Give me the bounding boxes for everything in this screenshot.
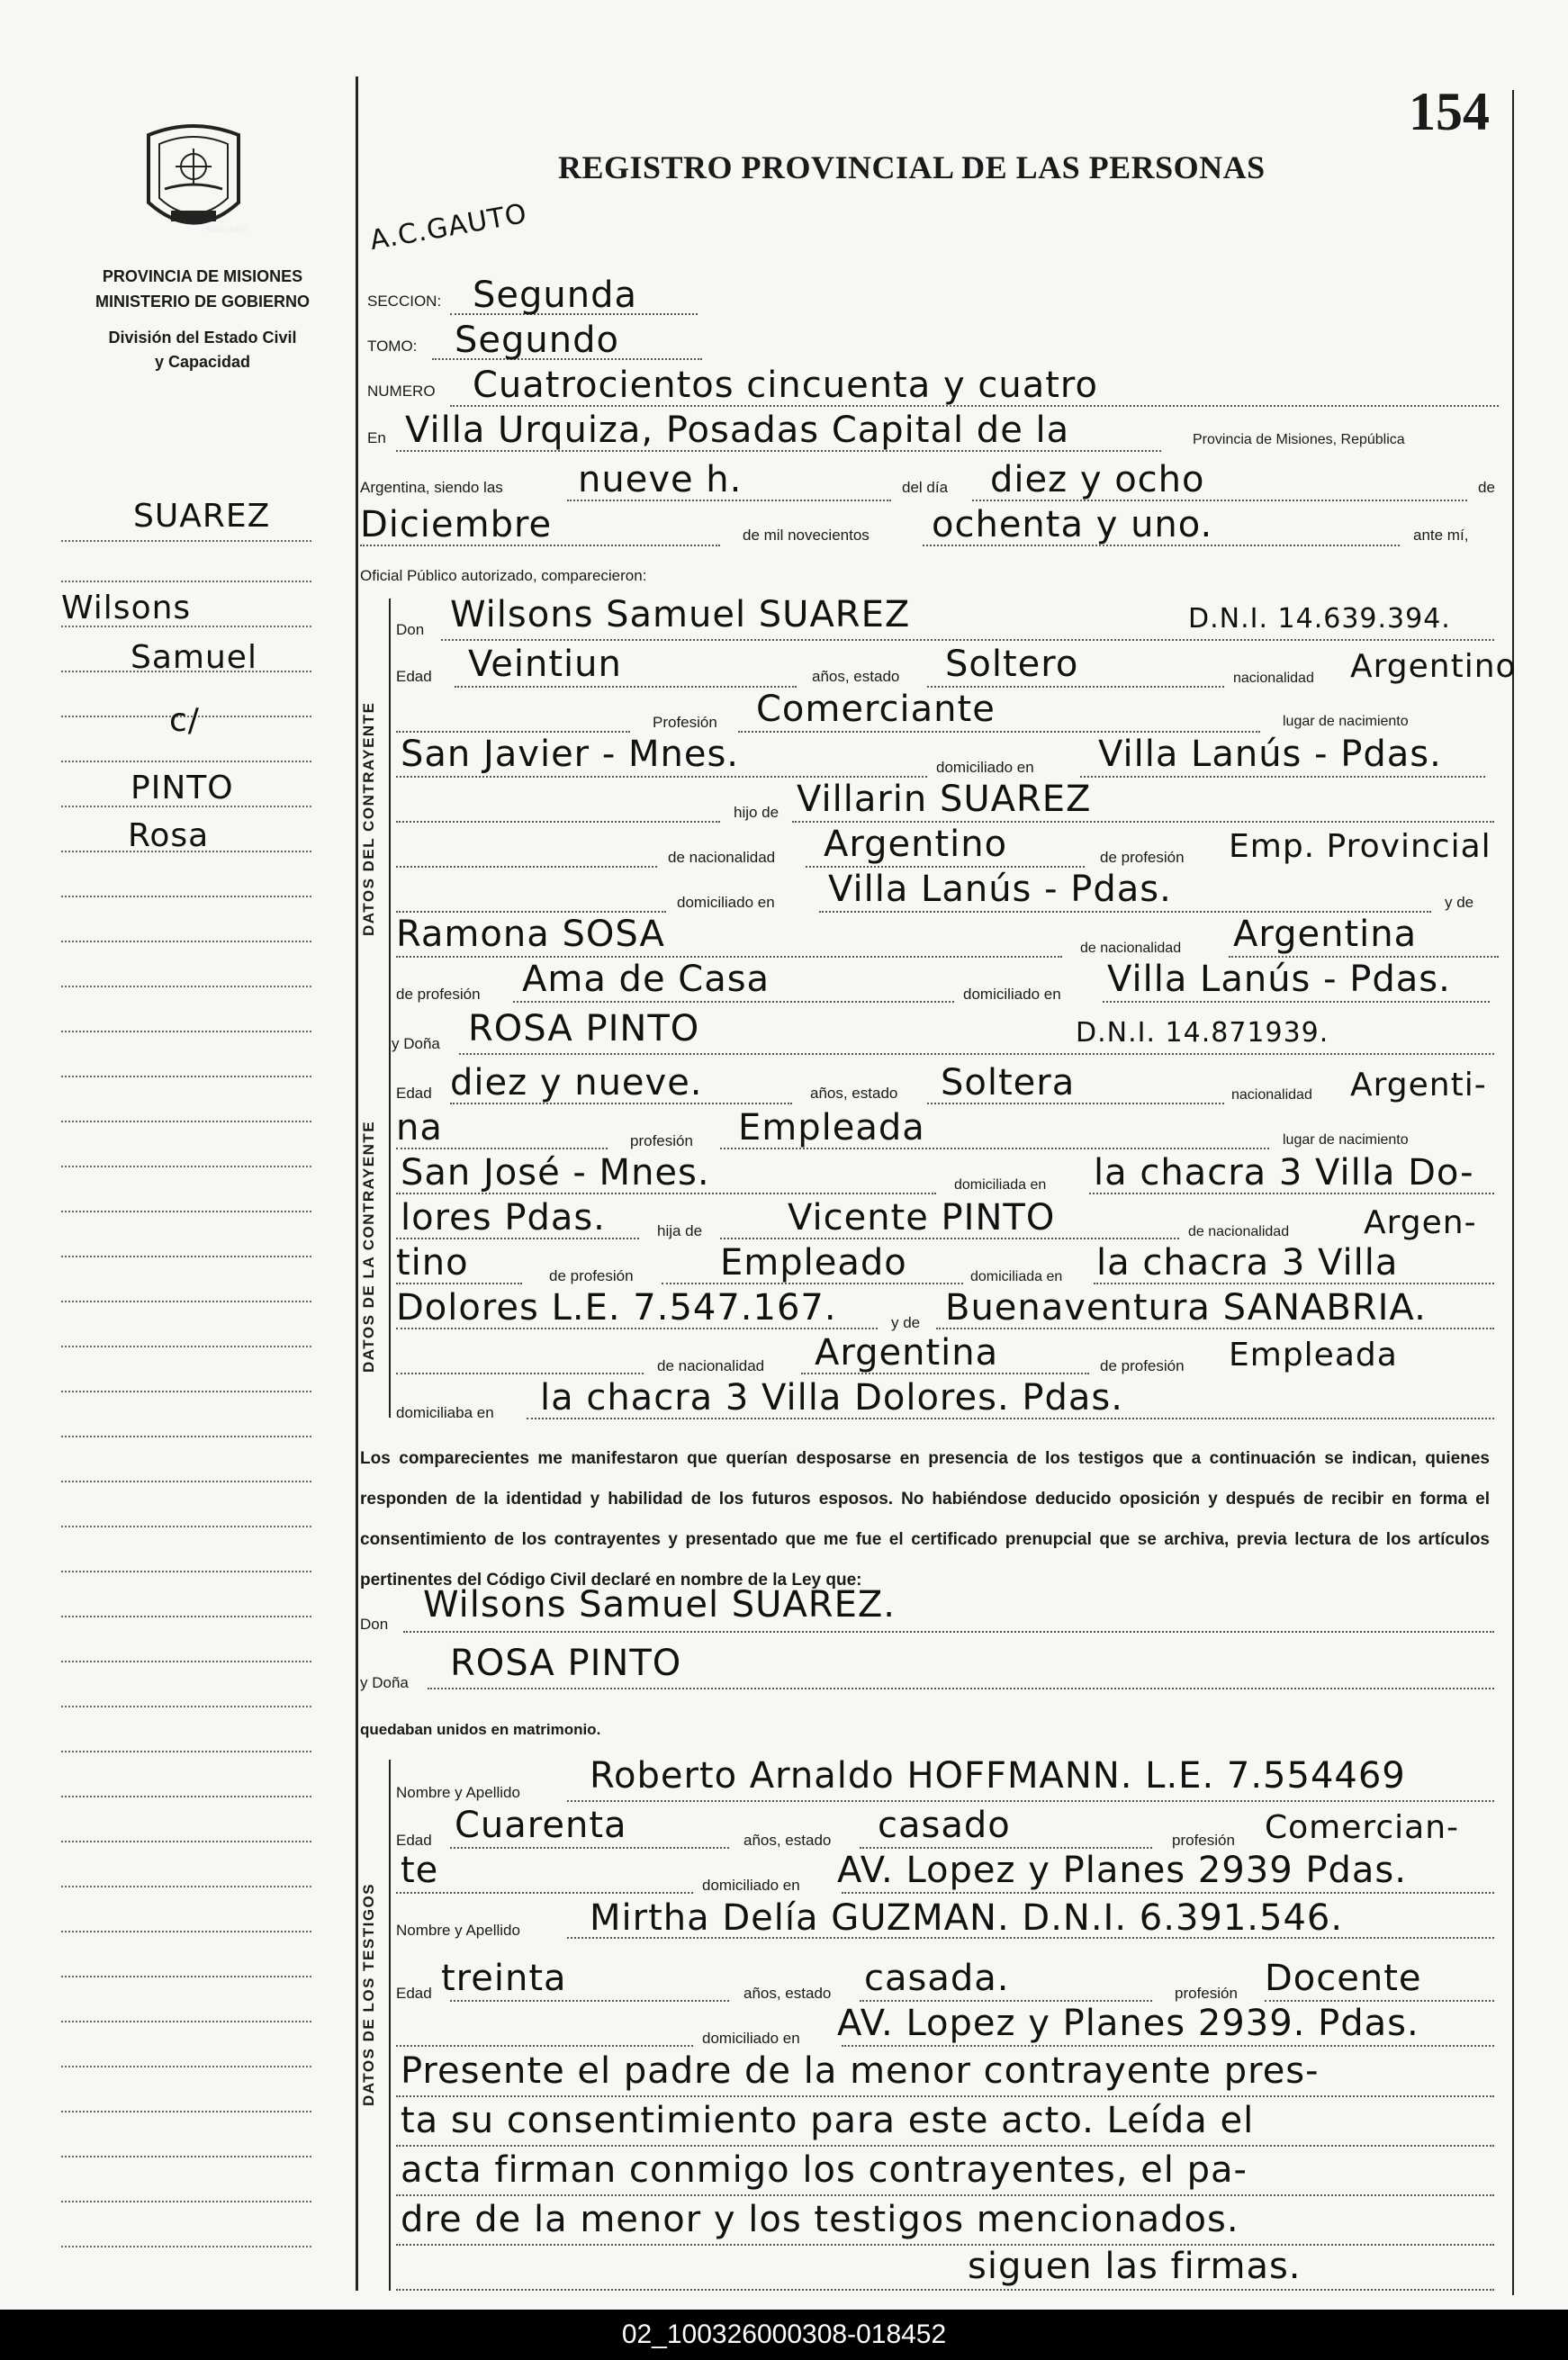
parties-border-line <box>389 599 391 1418</box>
groom-padre-domicilio: Villa Lanús - Pdas. <box>828 869 1172 910</box>
bride-madre-nacionalidad: Argentina <box>815 1332 999 1374</box>
witness2-profesion-label: profesión <box>1175 1985 1238 2002</box>
witness2-estado: casada. <box>864 1958 1010 1999</box>
groom-nacionalidad-label: nacionalidad <box>1233 671 1314 686</box>
witness2-name: Mirtha Delía GUZMAN. D.N.I. 6.391.546. <box>590 1897 1344 1939</box>
y-de-label-2: y de <box>891 1314 921 1331</box>
right-border-line <box>1512 90 1514 2295</box>
groom-dni: D.N.I. 14.639.394. <box>1188 603 1451 635</box>
en-label: En <box>367 429 386 446</box>
division-line-1: División del Estado Civil <box>108 329 297 347</box>
mes-value: Diciembre <box>360 504 553 545</box>
groom-name: Wilsons Samuel SUAREZ <box>450 594 911 635</box>
main-border-line <box>356 77 358 2291</box>
image-id-bar: 02_100326000308-018452 <box>0 2310 1568 2360</box>
ante-mi-label: ante mí, <box>1413 527 1469 544</box>
groom-madre-profesion: Ama de Casa <box>522 959 770 1000</box>
bride-madre-dom-label: domiciliaba en <box>396 1404 494 1421</box>
annotation: A.C.GAUTO <box>367 197 530 257</box>
seccion-label: SECCION: <box>367 293 442 310</box>
margin-surname-2: PINTO <box>131 770 234 806</box>
witness1-name: Roberto Arnaldo HOFFMANN. L.E. 7.554469 <box>590 1755 1406 1797</box>
groom-padre-dom-label: domiciliado en <box>677 894 775 911</box>
margin-name-1: Wilsons <box>61 590 192 626</box>
witness1-profesion-label: profesión <box>1172 1832 1235 1849</box>
groom-madre-domicilio: Villa Lanús - Pdas. <box>1107 959 1451 1000</box>
witness1-edad: Cuarenta <box>455 1805 627 1846</box>
bride-domicilio-2: lores Pdas. <box>401 1197 606 1239</box>
bride-name: ROSA PINTO <box>468 1008 700 1049</box>
bride-nacionalidad-label: nacionalidad <box>1231 1087 1312 1103</box>
note-line-4: dre de la menor y los testigos mencionados. <box>401 2199 1239 2240</box>
groom-edad: Veintiun <box>468 644 622 685</box>
de-mil-label: de mil novecientos <box>743 527 870 544</box>
witness1-edad-label: Edad <box>396 1832 432 1849</box>
groom-padre-nac-label: de nacionalidad <box>668 849 776 866</box>
bride-nacimiento: San José - Mnes. <box>401 1152 710 1194</box>
groom-padre: Villarin SUAREZ <box>797 779 1092 820</box>
seal-label: MISIONES <box>207 225 248 234</box>
bride-profesion-label: profesión <box>630 1132 693 1149</box>
witness2-edad: treinta <box>441 1958 567 1999</box>
groom-madre-prof-label: de profesión <box>396 986 481 1003</box>
witness1-estado: casado <box>878 1805 1011 1846</box>
province-name: PROVINCIA DE MISIONES <box>102 267 303 285</box>
decl-don-label: Don <box>360 1616 389 1633</box>
witness2-estado-label: años, estado <box>743 1985 832 2002</box>
provincia-label: Provincia de Misiones, República <box>1193 432 1405 447</box>
groom-edad-label: Edad <box>396 668 432 685</box>
groom-domiciliado-label: domiciliado en <box>936 759 1034 776</box>
don-label: Don <box>396 621 425 638</box>
groom-nacimiento: San Javier - Mnes. <box>401 734 740 775</box>
groom-madre-nac-label: de nacionalidad <box>1080 941 1182 956</box>
bride-padre-domicilio-1: la chacra 3 Villa <box>1096 1242 1399 1284</box>
witness1-profesion-2: te <box>401 1850 439 1891</box>
margin-name-3: Rosa <box>128 817 210 854</box>
groom-madre-dom-label: domiciliado en <box>963 986 1061 1003</box>
margin-surname-1: SUAREZ <box>133 498 271 535</box>
witness2-edad-label: Edad <box>396 1985 432 2002</box>
note-line-2: ta su consentimiento para este acto. Leída el <box>401 2100 1255 2141</box>
de-label: de <box>1478 479 1495 496</box>
groom-padre-nacionalidad: Argentino <box>824 824 1008 865</box>
witness2-name-label: Nombre y Apellido <box>396 1922 520 1939</box>
bride-padre: Vicente PINTO <box>788 1197 1056 1239</box>
groom-padre-profesion: Emp. Provincial <box>1229 828 1491 865</box>
groom-madre-nacionalidad: Argentina <box>1233 914 1418 955</box>
bride-padre-domicilio-2: Dolores L.E. 7.547.167. <box>396 1287 837 1329</box>
groom-estado-label: años, estado <box>812 668 900 685</box>
y-de-label: y de <box>1445 894 1474 911</box>
bride-madre-profesion: Empleada <box>1229 1337 1398 1374</box>
bride-padre-prof-label: de profesión <box>549 1267 634 1284</box>
ministry-name: MINISTERIO DE GOBIERNO <box>95 293 311 311</box>
bride-hija-label: hija de <box>657 1222 703 1239</box>
decl-dona-label: y Doña <box>360 1674 409 1691</box>
seccion-value: Segunda <box>473 275 637 316</box>
groom-profesion: Comerciante <box>756 689 996 730</box>
witness2-dom-label: domiciliado en <box>702 2030 800 2047</box>
witness-border-line <box>389 1760 391 2291</box>
witness1-domicilio: AV. Lopez y Planes 2939 Pdas. <box>837 1850 1407 1891</box>
groom-hijo-label: hijo de <box>734 804 779 821</box>
groom-estado: Soltero <box>945 644 1079 685</box>
argentina-label: Argentina, siendo las <box>360 479 503 496</box>
declaration-text: Los comparecientes me manifestaron que querían desposarse en presencia de los testigos que a continuación se indican, quienes responden de la identidad y habilidad de los futuros esposos. No habiéndose deducido oposición y después de recibir en forma el consentimiento de los contrayentes y presentado que me fue el certificado prenupcial que se archiva, previa lectura de los artículos pertinentes del Código Civil declaré en nombre de la Ley que: <box>360 1449 1490 1590</box>
bride-madre-nac-label: de nacionalidad <box>657 1357 765 1374</box>
bride-madre-domicilio: la chacra 3 Villa Dolores. Pdas. <box>540 1377 1123 1419</box>
quedaban-label: quedaban unidos en matrimonio. <box>360 1721 601 1738</box>
witness2-profesion: Docente <box>1265 1958 1422 1999</box>
bride-edad: diez y nueve. <box>450 1062 703 1103</box>
side-label-contrayenta: DATOS DE LA CONTRAYENTE <box>360 1120 377 1373</box>
groom-padre-prof-label: de profesión <box>1100 849 1185 866</box>
document-title: REGISTRO PROVINCIAL DE LAS PERSONAS <box>558 149 1266 185</box>
bride-padre-nacionalidad-1: Argen- <box>1364 1204 1477 1241</box>
numero-value: Cuatrocientos cincuenta y cuatro <box>473 365 1098 406</box>
margin-name-2: Samuel <box>131 639 257 676</box>
page-number: 154 <box>1409 82 1490 141</box>
bride-lugar-nac-label: lugar de nacimiento <box>1283 1132 1409 1148</box>
bride-padre-profesion: Empleado <box>720 1242 907 1284</box>
bride-padre-dom-label: domiciliada en <box>970 1269 1063 1284</box>
tomo-value: Segundo <box>455 320 619 361</box>
decl-dona-value: ROSA PINTO <box>450 1643 682 1684</box>
numero-label: NUMERO <box>367 383 436 400</box>
bride-nacionalidad-2: na <box>396 1107 443 1148</box>
witness2-domicilio: AV. Lopez y Planes 2939. Pdas. <box>837 2003 1419 2044</box>
tomo-label: TOMO: <box>367 338 418 355</box>
bride-nacionalidad-1: Argenti- <box>1350 1067 1487 1103</box>
witness1-dom-label: domiciliado en <box>702 1877 800 1894</box>
bride-profesion: Empleada <box>738 1107 925 1148</box>
bride-edad-label: Edad <box>396 1085 432 1102</box>
bride-estado: Soltera <box>941 1062 1076 1103</box>
y-dona-label: y Doña <box>392 1035 440 1052</box>
oficial-label: Oficial Público autorizado, comparecieron: <box>360 567 647 584</box>
bride-dni: D.N.I. 14.871939. <box>1076 1017 1329 1049</box>
bride-madre: Buenaventura SANABRIA. <box>945 1287 1427 1329</box>
del-dia-label: del día <box>902 479 949 496</box>
groom-domicilio: Villa Lanús - Pdas. <box>1098 734 1442 775</box>
lugar-value: Villa Urquiza, Posadas Capital de la <box>405 410 1070 451</box>
bride-padre-nacionalidad-2: tino <box>396 1242 469 1284</box>
note-line-5: siguen las firmas. <box>968 2246 1302 2287</box>
side-label-testigos: DATOS DE LOS TESTIGOS <box>360 1882 377 2106</box>
bride-domicilio-1: la chacra 3 Villa Do- <box>1094 1152 1474 1194</box>
side-label-contrayente: DATOS DEL CONTRAYENTE <box>360 701 377 936</box>
groom-profesion-label: Profesión <box>653 714 717 731</box>
bride-estado-label: años, estado <box>810 1085 898 1102</box>
division-line-2: y Capacidad <box>154 353 251 371</box>
margin-conjunction: c/ <box>169 702 200 739</box>
groom-lugar-nac-label: lugar de nacimiento <box>1283 714 1409 729</box>
note-line-1: Presente el padre de la menor contrayente pres- <box>401 2050 1320 2092</box>
note-line-3: acta firman conmigo los contrayentes, el pa- <box>401 2149 1248 2191</box>
dia-value: diez y ocho <box>990 459 1205 500</box>
bride-madre-prof-label: de profesión <box>1100 1357 1185 1374</box>
bride-domiciliada-label: domiciliada en <box>954 1177 1047 1193</box>
hora-value: nueve h. <box>578 459 743 500</box>
witness1-name-label: Nombre y Apellido <box>396 1784 520 1801</box>
decl-don-value: Wilsons Samuel SUAREZ. <box>423 1584 896 1626</box>
groom-madre: Ramona SOSA <box>396 914 665 955</box>
bride-padre-nac-label: de nacionalidad <box>1188 1224 1290 1239</box>
groom-nacionalidad: Argentino <box>1350 648 1517 685</box>
witness1-estado-label: años, estado <box>743 1832 832 1849</box>
witness1-profesion-1: Comercian- <box>1265 1809 1460 1846</box>
anio-value: ochenta y uno. <box>932 504 1213 545</box>
